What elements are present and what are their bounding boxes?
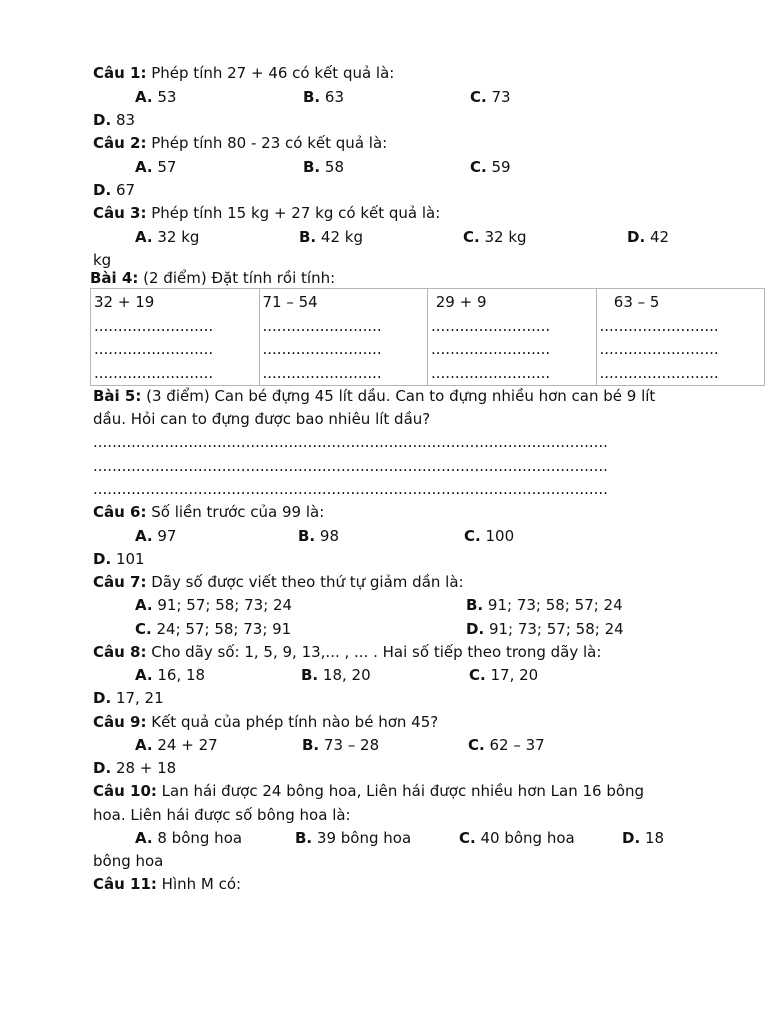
exercise-5-text-cont: dầu. Hỏi can to đựng được bao nhiêu lít dầu? [93, 410, 431, 428]
exercise-5-text: (3 điểm) Can bé đựng 45 lít dầu. Can to đựng nhiều hơn can bé 9 lít [141, 387, 656, 405]
q10-option-c: C. 40 bông hoa [459, 829, 575, 847]
q1-option-d: D. 83 [93, 111, 136, 129]
exercise-4-text: (2 điểm) Đặt tính rồi tính: [138, 269, 336, 287]
answer-dots-line: ............................................................................................................ [93, 457, 608, 475]
q3-option-a: A. 32 kg [135, 228, 200, 246]
question-3-text: Phép tính 15 kg + 27 kg có kết quả là: [146, 204, 441, 222]
work-dots: ......................... [431, 316, 551, 335]
work-cell-4-expression: 63 – 5 [599, 293, 660, 311]
question-2-label: Câu 2: [93, 134, 147, 152]
question-10-text-cont: hoa. Liên hái được số bông hoa là: [93, 806, 351, 824]
work-cell-2-expression: 71 – 54 [262, 293, 318, 311]
question-10 [93, 781, 644, 801]
q8-option-a: A. 16, 18 [135, 666, 206, 684]
q3-option-c: C. 32 kg [463, 228, 527, 246]
question-1 [93, 63, 394, 83]
q6-option-c: C. 100 [464, 527, 515, 545]
work-dots: ......................... [94, 340, 214, 358]
q1-option-a: A. 53 [135, 88, 177, 106]
question-8 [93, 642, 601, 662]
question-1-label: Câu 1: [93, 64, 147, 82]
work-cell-2 [259, 289, 428, 386]
q3-option-d: D. 42 [627, 228, 670, 246]
answer-dots-line: ............................................................................................................ [93, 480, 608, 498]
work-dots: ......................... [262, 363, 382, 382]
question-9 [93, 712, 438, 732]
q2-option-a: A. 57 [135, 158, 177, 176]
question-7-label: Câu 7: [93, 573, 147, 591]
work-cell-1 [91, 289, 260, 386]
q6-option-b: B. 98 [298, 527, 340, 545]
q10-option-d-continuation: bông hoa [93, 852, 164, 870]
work-cell-3 [428, 289, 597, 386]
q9-option-c: C. 62 – 37 [468, 736, 545, 754]
work-cell-3-expression: 29 + 9 [431, 293, 487, 311]
work-dots: ......................... [262, 340, 382, 358]
q10-option-d: D. 18 [622, 829, 665, 847]
answer-dots-line: ............................................................................................................ [93, 433, 608, 451]
work-dots: ......................... [431, 340, 551, 358]
question-6-label: Câu 6: [93, 503, 147, 521]
question-1-text: Phép tính 27 + 46 có kết quả là: [146, 64, 395, 82]
q7-option-b: B. 91; 73; 58; 57; 24 [466, 596, 623, 614]
question-9-text: Kết quả của phép tính nào bé hơn 45? [146, 713, 439, 731]
question-11 [93, 874, 241, 894]
question-7-text: Dãy số được viết theo thứ tự giảm dần là: [146, 573, 464, 591]
question-6-text: Số liền trước của 99 là: [146, 503, 325, 521]
q9-option-d: D. 28 + 18 [93, 759, 177, 777]
q6-option-a: A. 97 [135, 527, 177, 545]
q2-option-c: C. 59 [470, 158, 511, 176]
question-8-label: Câu 8: [93, 643, 147, 661]
question-2-text: Phép tính 80 - 23 có kết quả là: [146, 134, 388, 152]
question-9-label: Câu 9: [93, 713, 147, 731]
q3-option-d-continuation: kg [93, 251, 112, 269]
exercise-4-label: Bài 4: [90, 269, 139, 287]
question-6 [93, 502, 324, 522]
exercise-4 [90, 268, 335, 288]
work-dots: ......................... [599, 363, 719, 382]
work-dots: ......................... [94, 316, 214, 335]
work-dots: ......................... [599, 340, 719, 358]
q3-option-b: B. 42 kg [299, 228, 363, 246]
q8-option-d: D. 17, 21 [93, 689, 164, 707]
q1-option-b: B. 63 [303, 88, 345, 106]
q8-option-b: B. 18, 20 [301, 666, 371, 684]
q8-option-c: C. 17, 20 [469, 666, 539, 684]
question-8-text: Cho dãy số: 1, 5, 9, 13,... , ... . Hai số tiếp theo trong dãy là: [146, 643, 602, 661]
exercise-5 [93, 386, 655, 406]
question-7 [93, 572, 464, 592]
q9-option-a: A. 24 + 27 [135, 736, 218, 754]
question-11-text: Hình M có: [156, 875, 242, 893]
q7-option-d: D. 91; 73; 57; 58; 24 [466, 620, 624, 638]
exercise-5-label: Bài 5: [93, 387, 142, 405]
exercise-4-table [90, 288, 765, 386]
q9-option-b: B. 73 – 28 [302, 736, 380, 754]
q2-option-b: B. 58 [303, 158, 345, 176]
question-10-label: Câu 10: [93, 782, 157, 800]
work-cell-4 [596, 289, 765, 386]
work-dots: ......................... [431, 363, 551, 382]
q6-option-d: D. 101 [93, 550, 145, 568]
work-dots: ......................... [599, 316, 719, 335]
work-cell-1-expression: 32 + 19 [94, 293, 155, 311]
q1-option-c: C. 73 [470, 88, 511, 106]
question-3 [93, 203, 440, 223]
question-2 [93, 133, 387, 153]
q2-option-d: D. 67 [93, 181, 136, 199]
q7-option-c: C. 24; 57; 58; 73; 91 [135, 620, 292, 638]
q10-option-a: A. 8 bông hoa [135, 829, 243, 847]
question-10-text: Lan hái được 24 bông hoa, Liên hái được nhiều hơn Lan 16 bông [156, 782, 645, 800]
q10-option-b: B. 39 bông hoa [295, 829, 412, 847]
work-dots: ......................... [262, 316, 382, 335]
q7-option-a: A. 91; 57; 58; 73; 24 [135, 596, 293, 614]
question-11-label: Câu 11: [93, 875, 157, 893]
work-dots: ......................... [94, 363, 214, 382]
question-3-label: Câu 3: [93, 204, 147, 222]
